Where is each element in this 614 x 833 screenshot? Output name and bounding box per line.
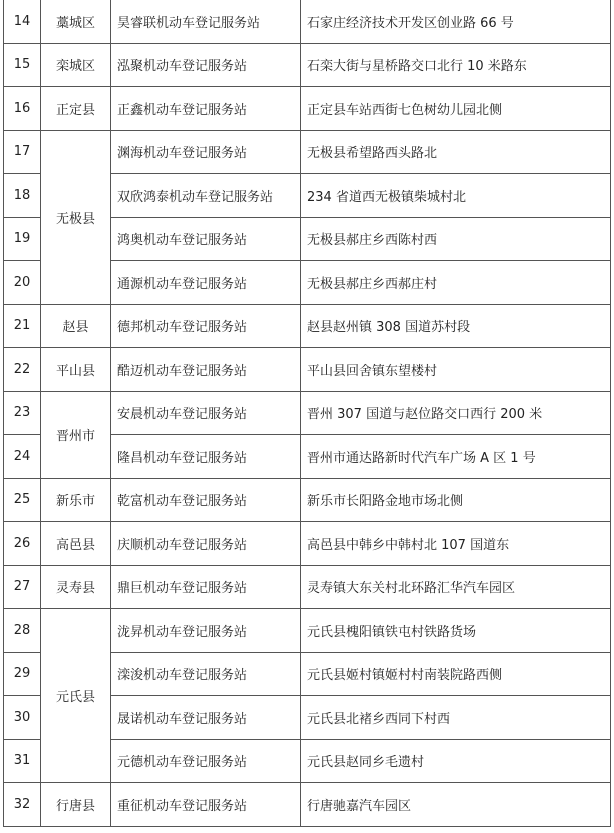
station-name-cell: 庆顺机动车登记服务站 xyxy=(111,522,301,566)
district-cell: 无极县 xyxy=(41,130,111,304)
row-number: 16 xyxy=(4,87,41,131)
district-cell: 平山县 xyxy=(41,348,111,392)
row-number: 27 xyxy=(4,565,41,609)
row-number: 24 xyxy=(4,435,41,479)
address-cell: 元氏县北褚乡西同下村西 xyxy=(301,696,611,740)
address-cell: 高邑县中韩乡中韩村北 107 国道东 xyxy=(301,522,611,566)
address-cell: 正定县车站西街七色树幼儿园北侧 xyxy=(301,87,611,131)
district-cell: 晋州市 xyxy=(41,391,111,478)
district-cell: 元氏县 xyxy=(41,609,111,783)
row-number: 22 xyxy=(4,348,41,392)
table-row xyxy=(4,478,611,522)
address-cell: 元氏县姬村镇姬村村南装院路西侧 xyxy=(301,652,611,696)
address-cell: 石栾大街与星桥路交口北行 10 米路东 xyxy=(301,43,611,87)
table-row xyxy=(4,130,611,174)
row-number: 14 xyxy=(4,0,41,43)
address-cell: 晋州 307 国道与赵位路交口西行 200 米 xyxy=(301,391,611,435)
row-number: 19 xyxy=(4,217,41,261)
station-name-cell: 鸿奥机动车登记服务站 xyxy=(111,217,301,261)
station-name-cell: 昊睿联机动车登记服务站 xyxy=(111,0,301,43)
address-cell: 灵寿镇大东关村北环路汇华汽车园区 xyxy=(301,565,611,609)
table-row xyxy=(4,565,611,609)
row-number: 28 xyxy=(4,609,41,653)
row-number: 29 xyxy=(4,652,41,696)
table-row xyxy=(4,43,611,87)
station-name-cell: 乾富机动车登记服务站 xyxy=(111,478,301,522)
row-number: 30 xyxy=(4,696,41,740)
station-name-cell: 安晨机动车登记服务站 xyxy=(111,391,301,435)
address-cell: 行唐驰嘉汽车园区 xyxy=(301,783,611,827)
station-name-cell: 晟诺机动车登记服务站 xyxy=(111,696,301,740)
district-cell: 正定县 xyxy=(41,87,111,131)
table-row xyxy=(4,87,611,131)
district-cell: 灵寿县 xyxy=(41,565,111,609)
station-name-cell: 滦浚机动车登记服务站 xyxy=(111,652,301,696)
table-row xyxy=(4,391,611,435)
district-cell: 赵县 xyxy=(41,304,111,348)
station-name-cell: 双欣鸿泰机动车登记服务站 xyxy=(111,174,301,218)
row-number: 20 xyxy=(4,261,41,305)
address-cell: 新乐市长阳路金地市场北侧 xyxy=(301,478,611,522)
table-row xyxy=(4,522,611,566)
table-row xyxy=(4,609,611,653)
district-cell: 行唐县 xyxy=(41,783,111,827)
address-cell: 晋州市通达路新时代汽车广场 A 区 1 号 xyxy=(301,435,611,479)
row-number: 23 xyxy=(4,391,41,435)
station-name-cell: 渊海机动车登记服务站 xyxy=(111,130,301,174)
row-number: 15 xyxy=(4,43,41,87)
address-cell: 234 省道西无极镇柴城村北 xyxy=(301,174,611,218)
row-number: 18 xyxy=(4,174,41,218)
district-cell: 栾城区 xyxy=(41,43,111,87)
station-name-cell: 泷昇机动车登记服务站 xyxy=(111,609,301,653)
row-number: 17 xyxy=(4,130,41,174)
station-name-cell: 隆昌机动车登记服务站 xyxy=(111,435,301,479)
row-number: 31 xyxy=(4,739,41,783)
district-cell: 新乐市 xyxy=(41,478,111,522)
address-cell: 无极县郝庄乡西陈村西 xyxy=(301,217,611,261)
station-name-cell: 通源机动车登记服务站 xyxy=(111,261,301,305)
station-name-cell: 酷迈机动车登记服务站 xyxy=(111,348,301,392)
station-name-cell: 鼎巨机动车登记服务站 xyxy=(111,565,301,609)
station-name-cell: 泓聚机动车登记服务站 xyxy=(111,43,301,87)
station-name-cell: 正鑫机动车登记服务站 xyxy=(111,87,301,131)
district-cell: 藁城区 xyxy=(41,0,111,43)
address-cell: 石家庄经济技术开发区创业路 66 号 xyxy=(301,0,611,43)
row-number: 21 xyxy=(4,304,41,348)
station-name-cell: 元德机动车登记服务站 xyxy=(111,739,301,783)
address-cell: 无极县郝庄乡西郝庄村 xyxy=(301,261,611,305)
address-cell: 无极县希望路西头路北 xyxy=(301,130,611,174)
row-number: 32 xyxy=(4,783,41,827)
address-cell: 元氏县槐阳镇铁屯村铁路货场 xyxy=(301,609,611,653)
address-cell: 平山县回舍镇东望楼村 xyxy=(301,348,611,392)
table-row xyxy=(4,348,611,392)
address-cell: 赵县赵州镇 308 国道苏村段 xyxy=(301,304,611,348)
table-row xyxy=(4,783,611,827)
station-table xyxy=(3,0,611,827)
row-number: 25 xyxy=(4,478,41,522)
district-cell: 高邑县 xyxy=(41,522,111,566)
table-row xyxy=(4,304,611,348)
row-number: 26 xyxy=(4,522,41,566)
station-name-cell: 德邦机动车登记服务站 xyxy=(111,304,301,348)
address-cell: 元氏县赵同乡毛遗村 xyxy=(301,739,611,783)
station-name-cell: 重征机动车登记服务站 xyxy=(111,783,301,827)
table-row xyxy=(4,0,611,43)
